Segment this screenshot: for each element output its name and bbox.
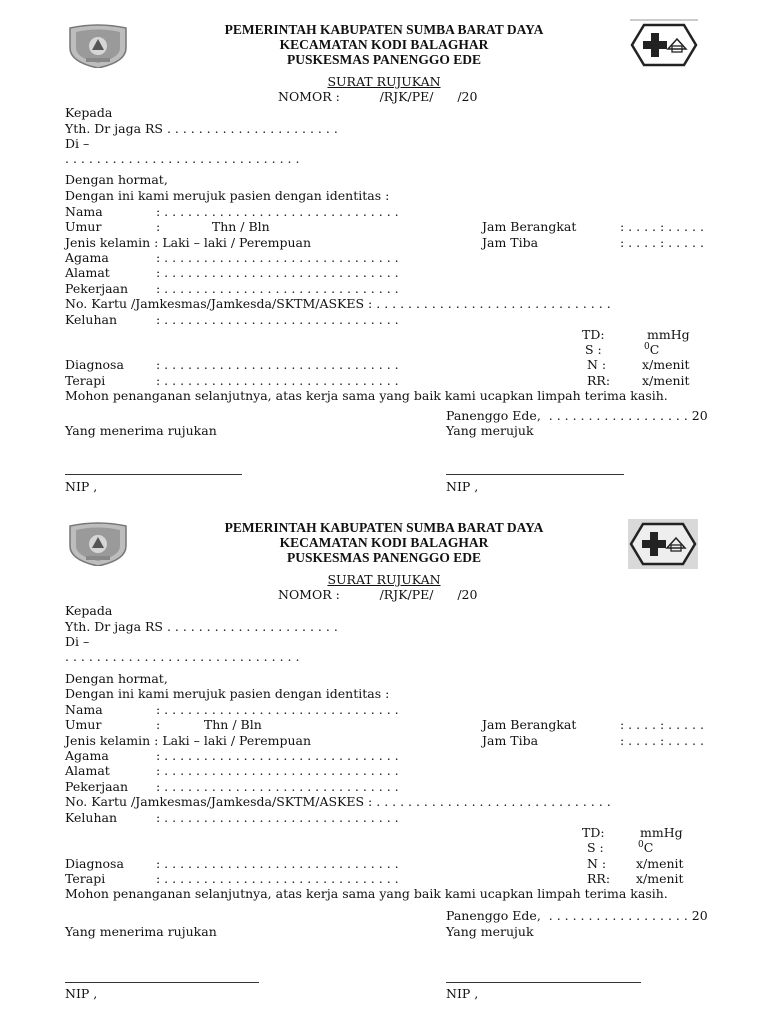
jam-tiba-value: : . . . . : . . . . .	[620, 235, 704, 250]
rr-unit: x/menit	[642, 373, 690, 388]
referrer-nip: NIP ,	[446, 986, 479, 1001]
header-district: KECAMATAN KODI BALAGHAR	[279, 535, 489, 550]
terapi-label: Terapi	[65, 373, 106, 388]
agama-label: Agama	[65, 250, 109, 265]
agama-value: : . . . . . . . . . . . . . . . . . . . . . . . . . . . . . .	[156, 250, 399, 265]
document-number: NOMOR : /RJK/PE/ /20	[278, 89, 478, 104]
keluhan-label: Keluhan	[65, 810, 118, 825]
td-unit: mmHg	[647, 327, 690, 342]
referrer-signature-line	[446, 982, 641, 983]
keluhan-value: : . . . . . . . . . . . . . . . . . . . . . . . . . . . . . .	[156, 312, 399, 327]
referrer-label: Yang merujuk	[446, 423, 534, 438]
nama-label: Nama	[65, 204, 103, 219]
receiver-label: Yang menerima rujukan	[65, 423, 217, 438]
n-unit: x/menit	[642, 357, 690, 372]
jenis-kelamin: Jenis kelamin : Laki – laki / Perempuan	[65, 235, 312, 250]
agama-label: Agama	[65, 748, 109, 763]
header-puskesmas: PUSKESMAS PANENGGO EDE	[286, 550, 482, 565]
pekerjaan-value: : . . . . . . . . . . . . . . . . . . . . . . . . . . . . . .	[156, 281, 399, 296]
alamat-label: Alamat	[65, 265, 110, 280]
rr-label: RR:	[587, 373, 611, 388]
closing-text: Mohon penanganan selanjutnya, atas kerja sama yang baik kami ucapkan limpah terima kasih.	[65, 388, 668, 403]
recipient-di: Di –	[65, 634, 90, 649]
recipient-location: . . . . . . . . . . . . . . . . . . . . . . . . . . . . . .	[65, 649, 300, 664]
keluhan-label: Keluhan	[65, 312, 118, 327]
jam-berangkat-value: : . . . . : . . . . .	[620, 717, 704, 732]
insurance-card-line: No. Kartu /Jamkesmas/Jamkesda/SKTM/ASKES : . . . . . . . . . . . . . . . . . . . . . . . . . . . . . .	[65, 296, 611, 311]
degree-sup: 0	[638, 840, 644, 850]
terapi-value: : . . . . . . . . . . . . . . . . . . . . . . . . . . . . . .	[156, 871, 399, 886]
keluhan-value: : . . . . . . . . . . . . . . . . . . . . . . . . . . . . . .	[156, 810, 399, 825]
recipient-kepada: Kepada	[65, 105, 113, 120]
n-label: N :	[587, 856, 607, 871]
place-date: Panenggo Ede, . . . . . . . . . . . . . . . . . . 20	[446, 908, 708, 923]
jenis-kelamin: Jenis kelamin : Laki – laki / Perempuan	[65, 733, 312, 748]
header-puskesmas: PUSKESMAS PANENGGO EDE	[286, 52, 482, 67]
jam-tiba-value: : . . . . : . . . . .	[620, 733, 704, 748]
jam-berangkat-label: Jam Berangkat	[482, 219, 577, 234]
intro-text: Dengan ini kami merujuk pasien dengan identitas :	[65, 686, 390, 701]
pekerjaan-label: Pekerjaan	[65, 281, 129, 296]
receiver-nip: NIP ,	[65, 986, 98, 1001]
diagnosa-value: : . . . . . . . . . . . . . . . . . . . . . . . . . . . . . .	[156, 357, 399, 372]
referral-form-2	[0, 498, 768, 1001]
receiver-label: Yang menerima rujukan	[65, 924, 217, 939]
referral-form-1	[0, 0, 768, 500]
n-label: N :	[587, 357, 607, 372]
umur-value: : Thn / Bln	[156, 219, 270, 234]
recipient-hospital: Yth. Dr jaga RS . . . . . . . . . . . . . . . . . . . . . .	[65, 619, 338, 634]
terapi-value: : . . . . . . . . . . . . . . . . . . . . . . . . . . . . . .	[156, 373, 399, 388]
receiver-signature-line	[65, 982, 259, 983]
celsius-unit: C	[649, 342, 660, 357]
receiver-signature-line	[65, 474, 242, 475]
terapi-label: Terapi	[65, 871, 106, 886]
td-label: TD:	[582, 327, 605, 342]
jam-berangkat-label: Jam Berangkat	[482, 717, 577, 732]
umur-value: : Thn / Bln	[156, 717, 262, 732]
referrer-signature-line	[446, 474, 624, 475]
greeting: Dengan hormat,	[65, 172, 168, 187]
recipient-location: . . . . . . . . . . . . . . . . . . . . . . . . . . . . . .	[65, 151, 300, 166]
insurance-card-line: No. Kartu /Jamkesmas/Jamkesda/SKTM/ASKES : . . . . . . . . . . . . . . . . . . . . . . . . . . . . . .	[65, 794, 611, 809]
diagnosa-label: Diagnosa	[65, 357, 124, 372]
rr-label: RR:	[587, 871, 611, 886]
intro-text: Dengan ini kami merujuk pasien dengan identitas :	[65, 188, 390, 203]
header-government: PEMERINTAH KABUPATEN SUMBA BARAT DAYA	[224, 520, 544, 535]
receiver-nip: NIP ,	[65, 479, 98, 494]
alamat-label: Alamat	[65, 763, 110, 778]
referrer-nip: NIP ,	[446, 479, 479, 494]
pekerjaan-value: : . . . . . . . . . . . . . . . . . . . . . . . . . . . . . .	[156, 779, 399, 794]
diagnosa-value: : . . . . . . . . . . . . . . . . . . . . . . . . . . . . . .	[156, 856, 399, 871]
umur-label: Umur	[65, 219, 102, 234]
greeting: Dengan hormat,	[65, 671, 168, 686]
header-district: KECAMATAN KODI BALAGHAR	[279, 37, 489, 52]
document-title: SURAT RUJUKAN	[327, 572, 441, 587]
agama-value: : . . . . . . . . . . . . . . . . . . . . . . . . . . . . . .	[156, 748, 399, 763]
s-label: S :	[587, 840, 604, 855]
referrer-label: Yang merujuk	[446, 924, 534, 939]
n-unit: x/menit	[636, 856, 684, 871]
recipient-di: Di –	[65, 136, 90, 151]
place-date: Panenggo Ede, . . . . . . . . . . . . . . . . . . 20	[446, 408, 708, 423]
header-government: PEMERINTAH KABUPATEN SUMBA BARAT DAYA	[224, 22, 544, 37]
nama-value: : . . . . . . . . . . . . . . . . . . . . . . . . . . . . . .	[156, 702, 399, 717]
recipient-hospital: Yth. Dr jaga RS . . . . . . . . . . . . . . . . . . . . . .	[65, 121, 338, 136]
alamat-value: : . . . . . . . . . . . . . . . . . . . . . . . . . . . . . .	[156, 265, 399, 280]
nama-value: : . . . . . . . . . . . . . . . . . . . . . . . . . . . . . .	[156, 204, 399, 219]
rr-unit: x/menit	[636, 871, 684, 886]
recipient-kepada: Kepada	[65, 603, 113, 618]
alamat-value: : . . . . . . . . . . . . . . . . . . . . . . . . . . . . . .	[156, 763, 399, 778]
jam-tiba-label: Jam Tiba	[482, 733, 539, 748]
diagnosa-label: Diagnosa	[65, 856, 124, 871]
pekerjaan-label: Pekerjaan	[65, 779, 129, 794]
jam-berangkat-value: : . . . . : . . . . .	[620, 219, 704, 234]
umur-label: Umur	[65, 717, 102, 732]
document-title: SURAT RUJUKAN	[327, 74, 441, 89]
td-unit: mmHg	[640, 825, 683, 840]
jam-tiba-label: Jam Tiba	[482, 235, 539, 250]
td-label: TD:	[582, 825, 605, 840]
nama-label: Nama	[65, 702, 103, 717]
celsius-unit: C	[643, 840, 654, 855]
document-number: NOMOR : /RJK/PE/ /20	[278, 587, 478, 602]
degree-sup: 0	[644, 342, 650, 352]
closing-text: Mohon penanganan selanjutnya, atas kerja sama yang baik kami ucapkan limpah terima kasih.	[65, 886, 668, 901]
s-label: S :	[585, 342, 602, 357]
